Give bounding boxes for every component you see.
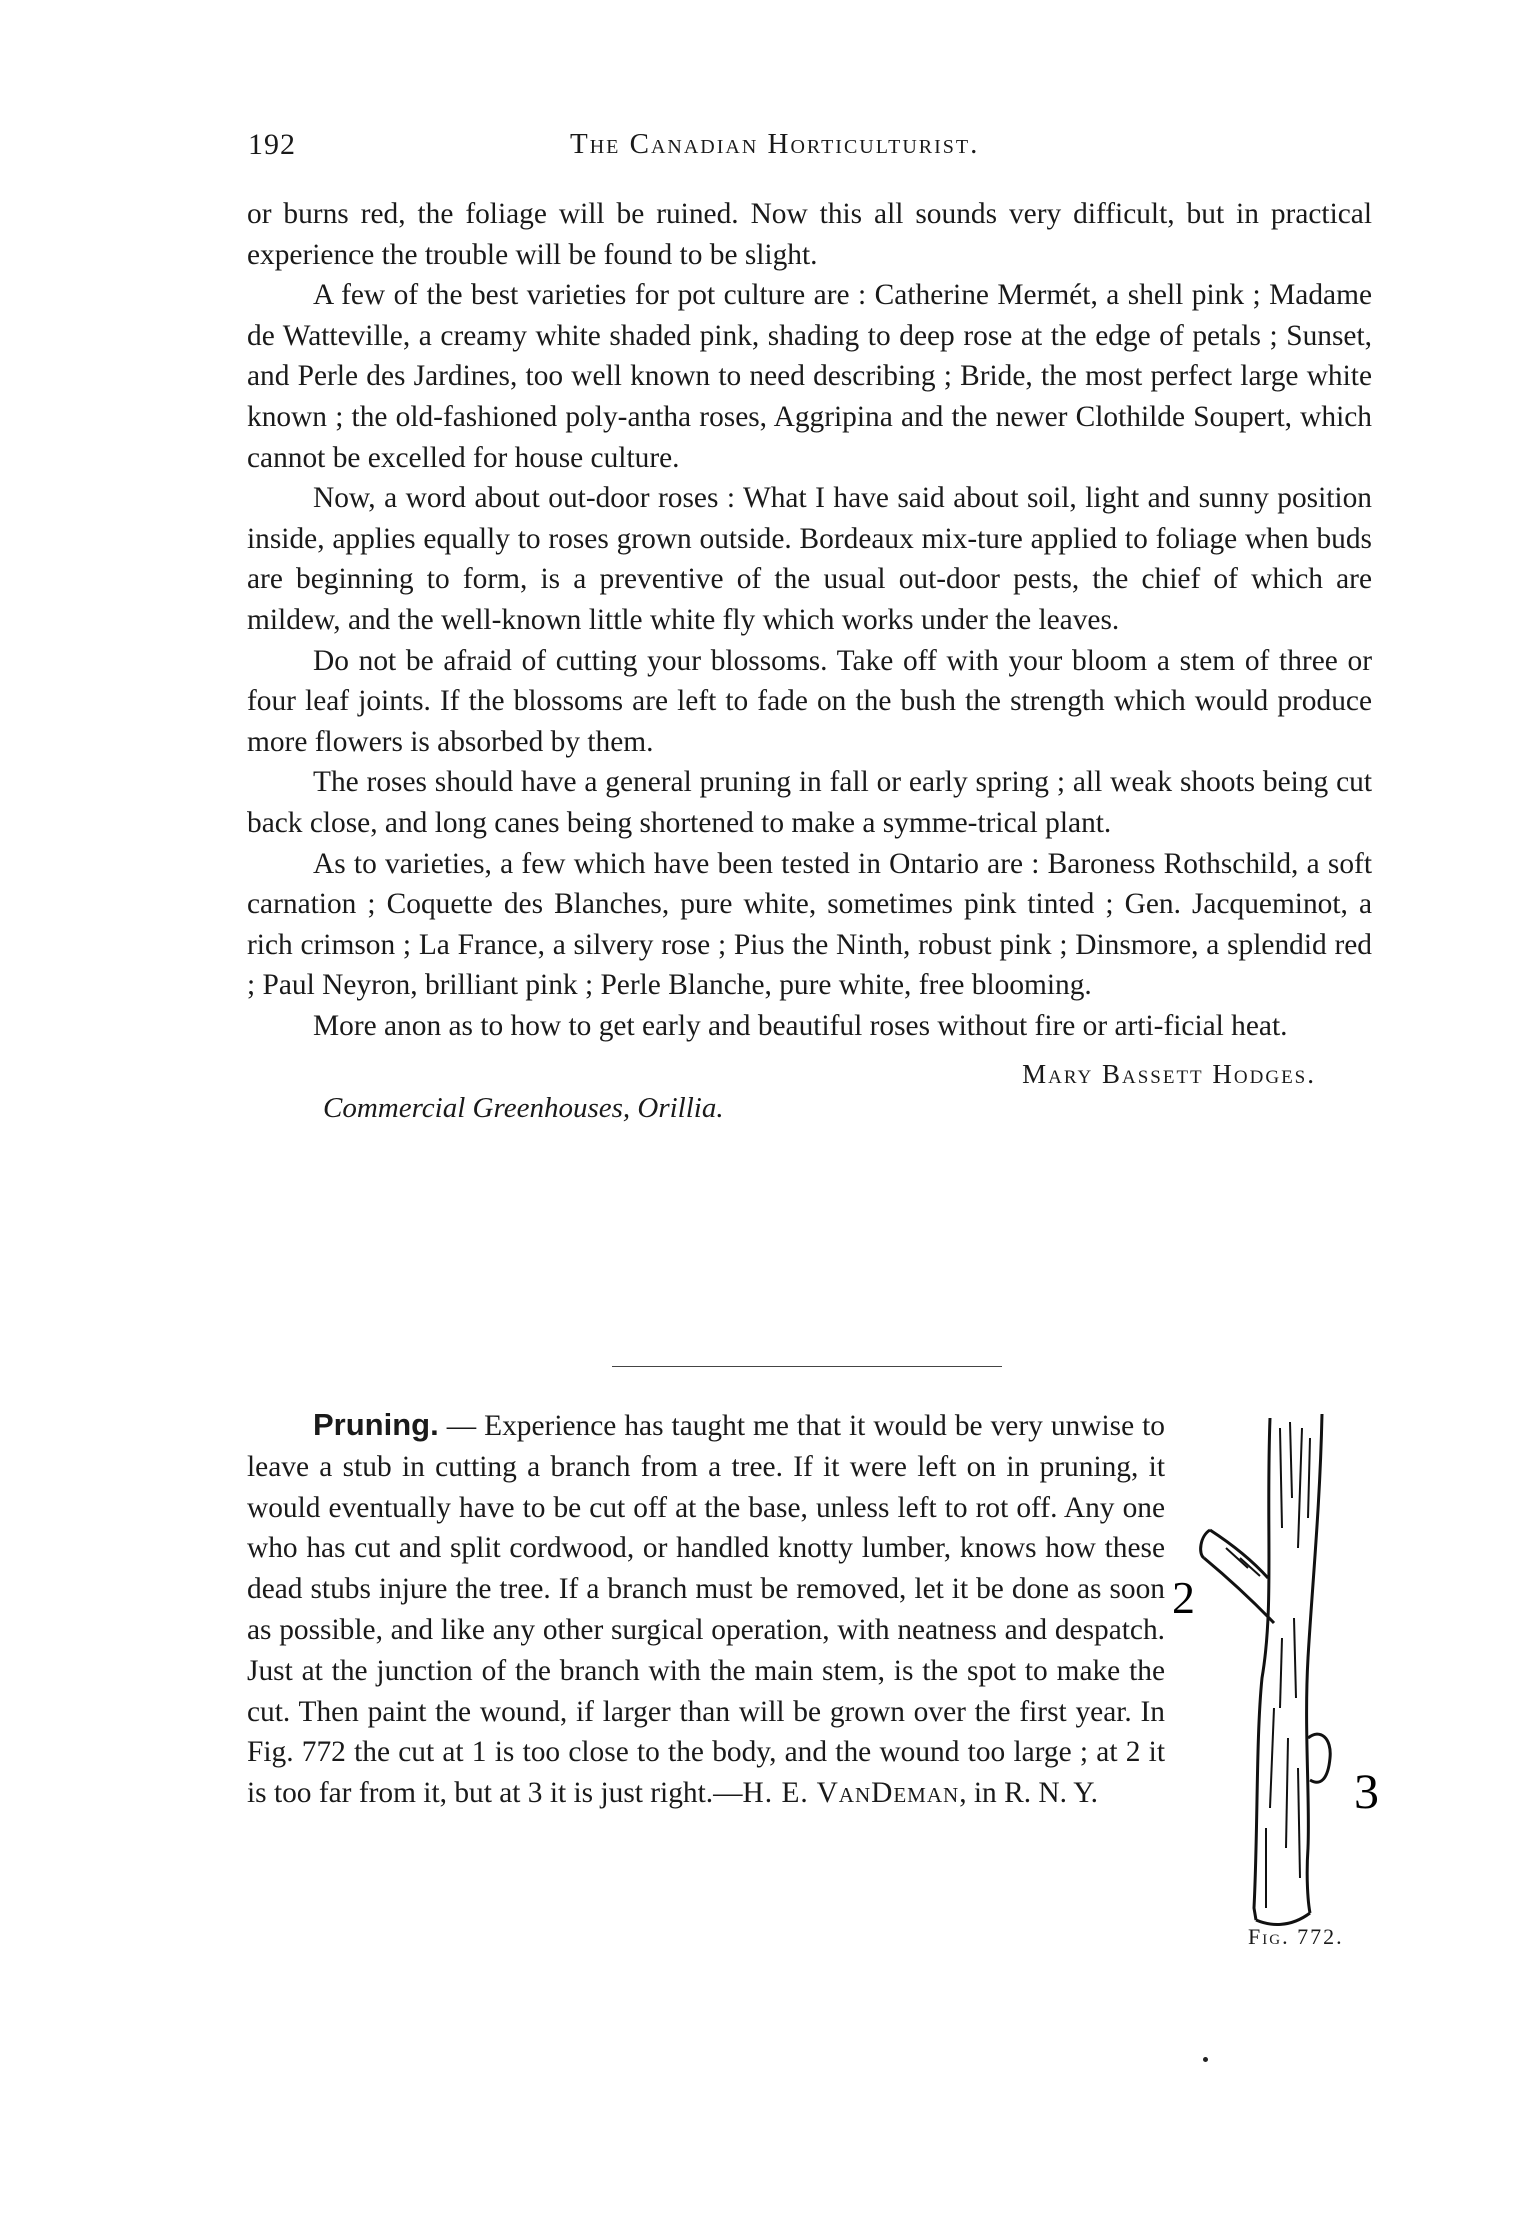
article-paragraph: The roses should have a general pruning in fall or early spring ; all weak shoots being cut back close, and long canes being shortened to make a symme-trical plant. <box>247 766 1372 839</box>
pruning-figure <box>1170 1408 1390 1948</box>
signature-block <box>247 1046 1372 1132</box>
article-paragraph: Do not be afraid of cutting your blossoms. Take off with your bloom a stem of three or four leaf joints. If the blossoms are left to fade on the bush the strength which would produce more flowers is absorbed by them. <box>247 644 1372 758</box>
figure-caption: Fig. 772. <box>1248 1924 1344 1949</box>
print-speck <box>1203 2057 1208 2062</box>
pruning-heading: Pruning. <box>313 1407 439 1442</box>
rose-article <box>247 194 1372 1132</box>
pruning-source: , in R. N. Y. <box>959 1777 1099 1810</box>
pruning-text: — Experience has taught me that it would be very unwise to leave a stub in cutting a branch from a tree. If it were left on in pruning, it would eventually have to be cut off at the base, unless left to rot off. Any one who has cut and split cordwood, or handled knotty lumber, knows how these dead stubs injure the tree. If a branch must be removed, let it be done as soon as possible, and like any other surgical operation, with neatness and despatch. Just at the junction of the branch with the main stem, is the spot to make the cut. Then paint the wound, if larger than will be grown over the first year. In Fig. 772 the cut at 1 is too close to the body, and the wound too large ; at 2 it is too far from it, but at 3 it is just right.— <box>247 1410 1165 1810</box>
article-paragraph: Now, a word about out-door roses : What I have said about soil, light and sunny position inside, applies equally to roses grown outside. Bordeaux mix-ture applied to foliage when buds are beginning to form, is a preventive of the usual out-door pests, the chief of which are mildew, and the well-known little white fly which works under the leaves. <box>247 482 1372 636</box>
page-header <box>0 128 1520 168</box>
tree-trunk-illustration <box>1201 1414 1331 1924</box>
pruning-article <box>247 1405 1165 1814</box>
article-affiliation: Commercial Greenhouses, Orillia. <box>323 1092 724 1125</box>
article-paragraph: More anon as to how to get early and beautiful roses without fire or arti-ficial heat. <box>313 1009 1288 1042</box>
article-paragraph: As to varieties, a few which have been tested in Ontario are : Baroness Rothschild, a soft carnation ; Coquette des Blanches, pure white, sometimes pink tinted ; Gen. Jacqueminot, a rich crimson ; La France, a silvery rose ; Pius the Ninth, robust pink ; Dinsmore, a splendid red ; Paul Neyron, brilliant pink ; Perle Blanche, pure white, free blooming. <box>247 847 1372 1002</box>
figure-label-2: 2 <box>1172 1572 1195 1623</box>
page-number: 192 <box>248 128 296 161</box>
pruning-byline: H. E. VanDeman <box>742 1777 960 1810</box>
section-divider <box>612 1366 1002 1367</box>
article-paragraph: A few of the best varieties for pot culture are : Catherine Mermét, a shell pink ; Madame de Watteville, a creamy white shaded pink, shading to deep rose at the edge of petals ; Sunset, and Perle des Jardines, too well known to need describing ; Bride, the most perfect large white known ; the old-fashioned poly-antha roses, Aggripina and the newer Clothilde Soupert, which cannot be excelled for house culture. <box>247 279 1372 474</box>
figure-label-3: 3 <box>1354 1763 1379 1819</box>
journal-title: The Canadian Horticulturist. <box>570 128 980 160</box>
article-paragraph: or burns red, the foliage will be ruined. Now this all sounds very difficult, but in practical experience the trouble will be found to be slight. <box>247 198 1372 271</box>
article-author: Mary Bassett Hodges. <box>1022 1059 1316 1090</box>
